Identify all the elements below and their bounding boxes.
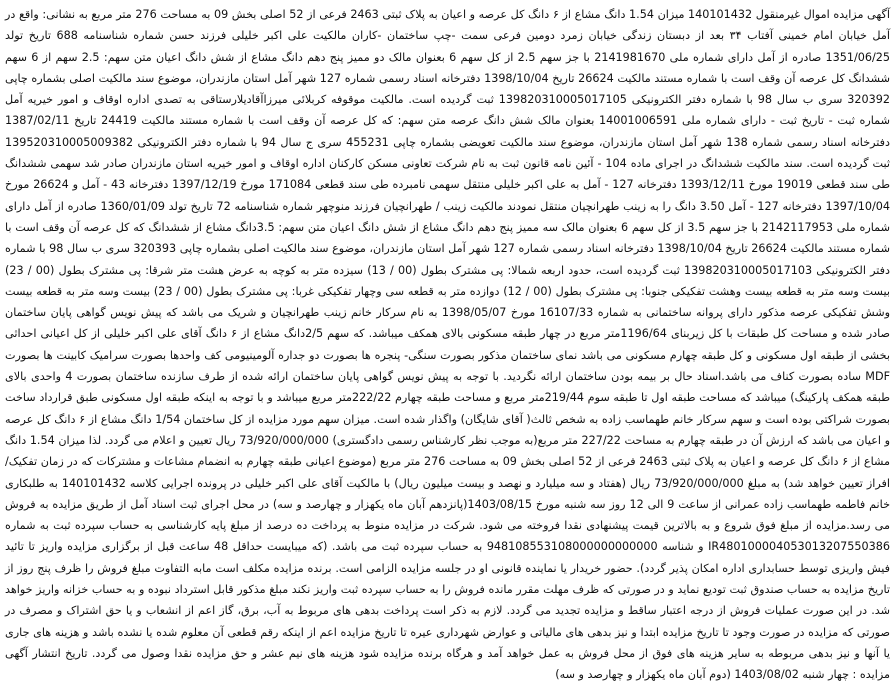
- auction-notice-text: آگهی مزایده اموال غیرمنقول 140101432 میزان 1.54 دانگ مشاع از ۶ دانگ کل عرصه و اعیان به پلاک ثبتی 2463 فرعی از 52 اصلی بخش 09 به مساحت 276 متر مربع به نشانی: واقع در آمل خیابان امام خمینی آفتاب ۳۴ بعد از دبستان زندگی خیابان زمرد دومین فرعی سمت -چپ ساختمان -کاران مالکیت علی اکبر خلیلی فرزند حسن شماره شناسنامه 688 تاریخ تولد 1351/06/25 صادره از آمل دارای شماره ملی 2141981670 با جز سهم 2.5 از کل سهم 6 بعنوان مالک دو ممیز پنج دهم دانگ مشاع از شش دانگ اعیان متن سهم: 2.5 سهم از 6 سهم ششدانگ کل عرصه آن وقف است با شماره مستند مالکیت 26624 تاریخ 1398/10/04 دفترخانه اسناد رسمی شماره 127 شهر آمل استان مازندران، موضوع سند مالکیت اصلی بشماره چاپی 320392 سری ب سال 98 با شماره دفتر الکترونیکی 139820310005017105 ثبت گردیده است. مالکیت موقوفه کربلائی میرزاآقادیلارستاقی به تصدی اداره اوقاف و امور خیریه آمل شماره ثبت - تاریخ ثبت - دارای شماره ملی 14001006591 بعنوان مالک شش دانگ عرصه متن سهم: که کل عرصه آن وقف است با شماره مستند مالکیت 24419 تاریخ 1387/02/11 دفترخانه اسناد رسمی شماره 138 شهر آمل استان مازندران، موضوع سند مالکیت تعویضی بشماره چاپی 455231 سری ج سال 94 با شماره دفتر الکترونیکی 139520310005009382 ثبت گردیده است. سند مالکیت ششدانگ در اجرای ماده 104 - آئین نامه قانون ثبت به نام شرکت تعاونی مسکن کارکنان اداره اوقاف و امور خیریه استان مازندران صادر شد سهمی ششدانگ طی سند قطعی 19019 مورخ 1393/12/11 دفترخانه 127 - آمل به علی اکبر خلیلی منتقل سهمی نامبرده طی سند قطعی 171084 مورخ 1397/12/19 دفترخانه 43 - آمل و 26624 مورخ 1397/10/04 دفترخانه 127 - آمل 3.50 دانگ را به زینب طهرانچیان منتقل نمودند مالکیت زینب / طهرانچیان فرزند منوچهر شماره شناسنامه 72 تاریخ تولد 1360/01/09 صادره از آمل دارای شماره ملی 2142117953 با جز سهم 3.5 از کل سهم 6 بعنوان مالک سه ممیز پنج دهم دانگ مشاع از شش دانگ اعیان متن سهم: 3.5دانگ مشاع از ششدانگ که کل عرصه آن وقف است با شماره مستند مالکیت 26624 تاریخ 1398/10/04 دفترخانه اسناد رسمی شماره 127 شهر آمل استان مازندران، موضوع سند مالکیت اصلی بشماره چاپی 320393 سری ب سال 98 با شماره دفتر الکترونیکی 139820310005017103 ثبت گردیده است، حدود اربعه شمالا: پی مشترک بطول (00 / 13) سیزده متر به کوچه به عرض هشت متر شرقا: پی مشترک بطول (00 / 23) بیست وسه متر به قطعه بیست وهشت تفکیکی جنوبا: پی مشترک بطول (00 / 12) دوازده متر به قطعه سی وچهار تفکیکی غربا: پی مشترک بطول (00 / 23) بیست وسه متر به قطعه بیست وشش تفکیکی عرصه مذکور دارای پروانه ساختمانی به شماره 16107/33 مورخ 1398/05/07 به نام سرکار خانم زینب طهرانچیان و شریک می باشد که پیش نویس گواهی پایان ساختمان صادر شده و مساحت کل طبقات با کل زیربنای 1196/64متر مربع در چهار طبقه مسکونی بالای همکف میباشد. که سهم 2/5دانگ مشاع از ۶ دانگ آقای علی اکبر خلیلی از کل اعیانی احداثی بخشی از طبقه اول مسکونی و کل طبقه چهارم مسکونی می باشد نمای ساختمان مذکور بصورت سنگی- پنجره ها بصورت دو جداره آلومینیومی کف واحدها بصورت سرامیک کابینت ها بصورت MDF ساده بصورت کناف می باشد.اسناد حال بر بیمه بودن ساختمان ارائه نگردید. با توجه به پیش نویس گواهی پایان ساختمان ارائه شده از طرف سازنده ساختمان بصورت 4 واحدی بالای طبقه همکف پارکینگ) میباشد که مساحت طبقه اول تا طبقه سوم 219/44متر مربع و مساحت طبقه چهارم 222/22متر مربع میباشد و با توجه به اینکه طبقه اول مسکونی طبق قرارداد ساخت بصورت شراکتی بوده است و سهم سرکار خانم طهماسب زاده به شخص ثالث( آقای شایگان) واگذار شده است. میزان سهم مورد مزایده از کل ساختمان 1/54 دانگ مشاع از ۶ دانگ کل عرصه و اعیان می باشد که ارزش آن در طبقه چهارم به مساحت 227/22 متر مربع(به موجب نظر کارشناس رسمی دادگستری) 73/920/000/000 ریال تعیین و اعلام می گردد. لذا میزان 1.54 دانگ مشاع از ۶ دانگ کل عرصه و اعیان به پلاک ثبتی 2463 فرعی از 52 اصلی بخش 09 به مساحت 276 متر مربع (موضوع اعیانی طبقه چهارم به انضمام مشاعات و مشترکات که در زمان تفکیک/افراز تعیین خواهد شد) به مبلغ 73/920/000/000 ریال (هفتاد و سه میلیارد و نهصد و بیست میلیون ریال) با مالکیت آقای علی اکبر خلیلی در پرونده اجرایی کلاسه 140101432 به طلبکاری خانم فاطمه طهماسب زاده عمرانی از ساعت 9 الی 12 روز سه شنبه مورخ 1403/08/15(پانزدهم آبان ماه یکهزار و چهارصد و سه) در محل اجرای ثبت اسناد آمل از طریق مزایده به فروش می رسد.مزایده از مبلغ فوق شروع و به بالاترین قیمت پیشنهادی نقدا فروخته می شود. شرکت در مزایده منوط به پرداخت ده درصد از مبلغ پایه کارشناسی به حساب سپرده ثبت به شماره IR480100004053013207550386 و شناسه 948108553108000000000000 به حساب سپرده ثبت می باشد. (که میبایست حداقل 48 ساعت قبل از برگزاری مزایده واریز تا تائید فیش واریزی توسط حسابداری اداره امکان پذیر گردد). حضور خریدار یا نماینده قانونی او در جلسه مزایده الزامی است. برنده مزایده مکلف است مابه التفاوت مبلغ فروش را ظرف پنج روز از تاریخ مزایده به حساب صندوق ثبت تودیع نماید و در صورتی که ظرف مهلت مقرر مانده فروش را به حساب سپرده ثبت واریز نکند مبلغ مذکور قابل استرداد نبوده و به حساب خزانه واریز خواهد شد. در این صورت عملیات فروش از درجه اعتبار ساقط و مزایده تجدید می گردد. لازم به ذکر است پرداخت بدهی های مربوط به آب، برق، گاز اعم از انشعاب و یا حق اشتراک و مصرف در صورتی که مزایده در صورت وجود تا تاریخ مزایده ابتدا و نیز بدهی های مالیاتی و عوارض شهرداری عیره تا تاریخ مزایده اعم از اینکه رقم قطعی آن معلوم شده یا نشده باشد و هزینه های جاری یا آنها و نیز بدهی مربوطه به سایر هزینه های فوق از محل فروش به عمل خواهد آمد و هرگاه برنده مزایده شود هزینه های نیم عشر و حق مزایده نقدا وصول می گردد. تاریخ انتشار آگهی مزایده : چهار شنبه 1403/08/02 (دوم آبان ماه یکهزار و چهارصد و سه): [5, 8, 891, 682]
